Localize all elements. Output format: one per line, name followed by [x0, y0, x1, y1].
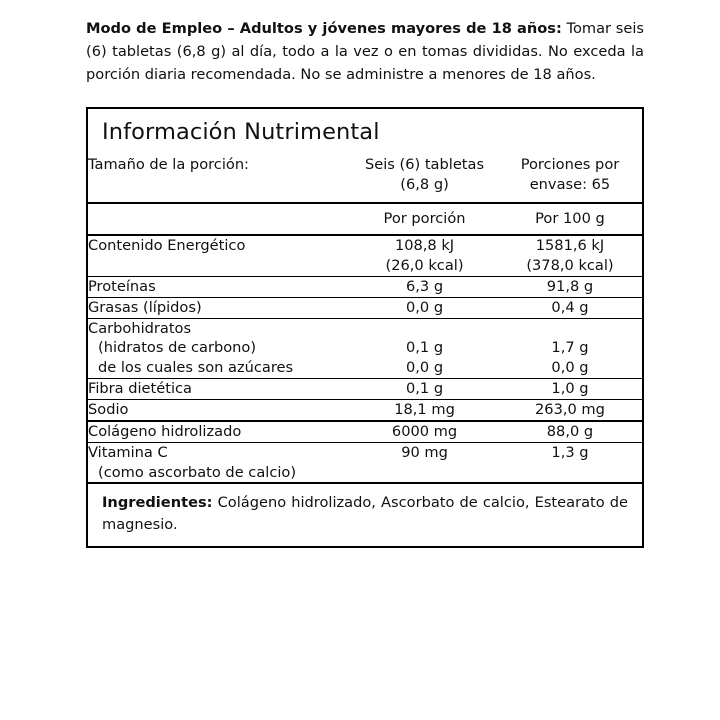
- row-label: Grasas: [88, 298, 139, 316]
- row-label-cell: [88, 421, 351, 442]
- row-sublabel-1: (como ascorbato de calcio): [98, 463, 297, 481]
- row-label: Fibra dietética: [88, 380, 192, 398]
- table-row: [88, 442, 642, 482]
- column-header-per-serving: Por porción: [351, 203, 498, 235]
- column-header-per-100g: Por 100 g: [498, 203, 642, 235]
- row-per-100g-subvalue: (378,0 kcal): [526, 257, 614, 275]
- usage-directions: [86, 18, 660, 87]
- row-per-serving-cell: 6,3 g: [351, 276, 498, 297]
- usage-directions-text: Tomar seis (6) tabletas (6,8 g) al día, todo a la vez o en tomas divididas. No exceda la porción diaria recomendada. No se administre a menores de 18 años.: [86, 20, 644, 83]
- servings-per-container-cell: [498, 151, 642, 204]
- row-label-qualifier: (lípidos): [138, 298, 202, 316]
- row-per-serving-subvalue: (26,0 kcal): [385, 257, 464, 275]
- row-per-100g-value: 1581,6 kJ: [535, 237, 605, 255]
- row-per-serving-cell: 90 mg: [351, 442, 498, 482]
- table-row: [88, 297, 642, 318]
- row-per-serving-cell: 0,1 g: [351, 379, 498, 400]
- row-per-serving-cell: 18,1 mg: [351, 400, 498, 421]
- ingredients-label: Ingredientes:: [102, 494, 213, 512]
- ingredients-text: Colágeno hidrolizado, Ascorbato de calcio, Estearato de magnesio.: [102, 494, 628, 534]
- nutrition-panel-title: Información Nutrimental: [102, 118, 380, 145]
- row-per-100g-cell: 263,0 mg: [498, 400, 642, 421]
- row-per-serving-subvalue: 0,0 g: [405, 359, 444, 377]
- row-per-serving-value: 108,8 kJ: [394, 237, 455, 255]
- serving-size-value-line2: (6,8 g): [400, 175, 449, 193]
- row-sublabel-1: (hidratos de carbono): [98, 339, 257, 357]
- row-per-100g-cell: 0,4 g: [498, 297, 642, 318]
- nutrition-panel: [86, 107, 644, 548]
- row-label-cell: [88, 297, 351, 318]
- row-label-cell: [88, 400, 351, 421]
- row-label-cell: [88, 442, 351, 482]
- row-label-cell: [88, 235, 351, 276]
- serving-size-label: Tamaño de la porción:: [88, 155, 249, 173]
- row-per-100g-value: 1,7 g: [551, 339, 589, 357]
- row-sublabel-2: de los cuales son azúcares: [98, 359, 294, 377]
- table-row: [88, 235, 642, 276]
- table-row: [88, 421, 642, 442]
- table-row: [88, 276, 642, 297]
- serving-size-label-cell: [88, 151, 351, 204]
- row-per-100g-subvalue: 0,0 g: [551, 359, 589, 377]
- row-per-serving-cell: [351, 235, 498, 276]
- row-label: Carbohidratos: [88, 319, 192, 337]
- row-per-100g-cell: 91,8 g: [498, 276, 642, 297]
- row-per-100g-cell: [498, 318, 642, 379]
- row-label: Colágeno hidrolizado: [88, 422, 242, 440]
- row-per-100g-cell: [498, 235, 642, 276]
- servings-per-container-line1: Porciones por: [520, 155, 620, 173]
- serving-size-value-cell: [351, 151, 498, 204]
- row-per-serving-cell: 6000 mg: [351, 421, 498, 442]
- row-label-cell: [88, 276, 351, 297]
- row-per-100g-cell: 88,0 g: [498, 421, 642, 442]
- row-label: Contenido Energético: [88, 237, 246, 255]
- row-per-serving-value: 0,1 g: [405, 339, 444, 357]
- usage-directions-heading: Modo de Empleo – Adultos y jóvenes mayores de 18 años:: [86, 20, 562, 37]
- table-row: [88, 400, 642, 421]
- row-label-cell: [88, 318, 351, 379]
- row-label-cell: [88, 379, 351, 400]
- table-row: [88, 318, 642, 379]
- row-per-serving-cell: [351, 318, 498, 379]
- row-per-100g-cell: 1,3 g: [498, 442, 642, 482]
- row-label: Sodio: [88, 401, 129, 418]
- servings-per-container-line2: envase: 65: [529, 175, 611, 193]
- nutrition-table: [88, 151, 642, 483]
- table-row: [88, 379, 642, 400]
- row-label: Vitamina C: [88, 443, 168, 461]
- row-per-100g-cell: 1,0 g: [498, 379, 642, 400]
- column-header-blank: [88, 203, 351, 235]
- ingredients-section: [88, 482, 642, 546]
- column-header-row: [88, 203, 642, 235]
- serving-size-row: [88, 151, 642, 204]
- row-label: Proteínas: [88, 277, 156, 295]
- row-per-serving-cell: 0,0 g: [351, 297, 498, 318]
- serving-size-value-line1: Seis (6) tabletas: [364, 155, 485, 173]
